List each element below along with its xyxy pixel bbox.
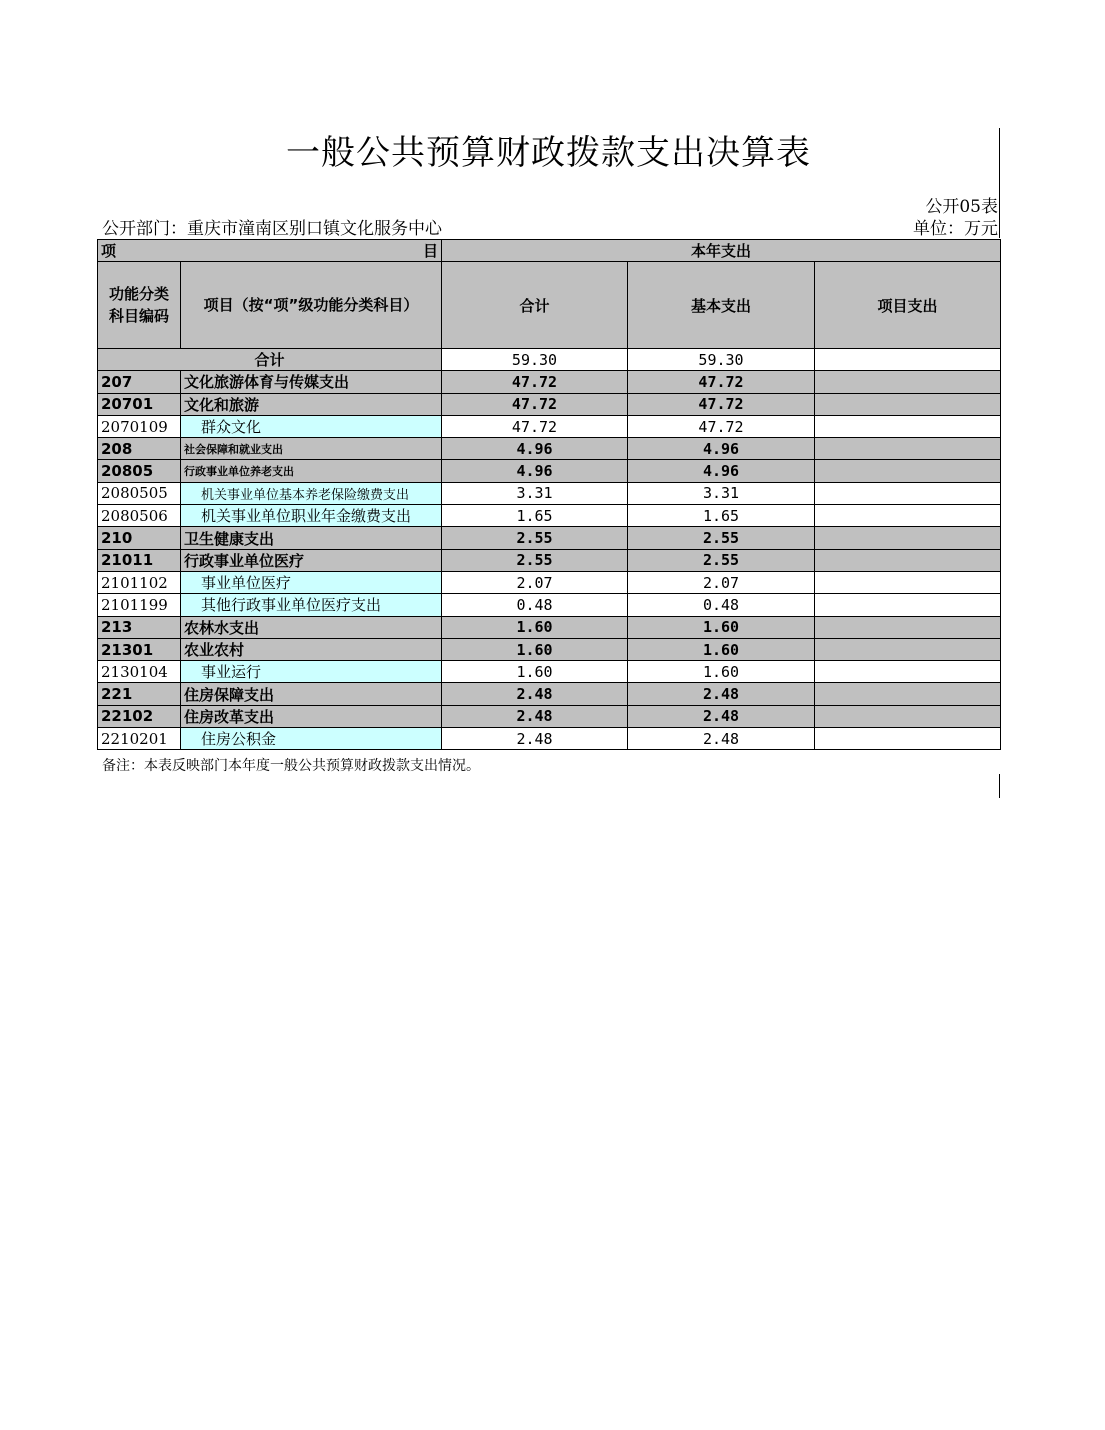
footnote: 备注：本表反映部门本年度一般公共预算财政拨款支出情况。 <box>102 758 480 774</box>
row-total: 47.72 <box>442 415 628 437</box>
row-name: 文化和旅游 <box>181 393 442 415</box>
table-row <box>98 482 1001 504</box>
row-basic: 1.60 <box>628 616 815 638</box>
row-name: 社会保障和就业支出 <box>181 438 442 460</box>
row-code: 213 <box>98 616 181 638</box>
row-name: 机关事业单位职业年金缴费支出 <box>181 505 442 527</box>
total-row <box>98 349 1001 371</box>
row-basic: 47.72 <box>628 371 815 393</box>
row-code: 2080506 <box>98 505 181 527</box>
table-row <box>98 371 1001 393</box>
row-total: 2.55 <box>442 527 628 549</box>
row-basic: 47.72 <box>628 393 815 415</box>
table-row <box>98 505 1001 527</box>
row-project <box>815 482 1001 504</box>
row-total: 2.07 <box>442 571 628 593</box>
row-name: 住房改革支出 <box>181 705 442 727</box>
table-row <box>98 616 1001 638</box>
row-name: 事业运行 <box>181 661 442 683</box>
row-code: 22102 <box>98 705 181 727</box>
row-name: 住房公积金 <box>181 728 442 750</box>
row-name: 文化旅游体育与传媒支出 <box>181 371 442 393</box>
row-project <box>815 393 1001 415</box>
row-total: 2.48 <box>442 683 628 705</box>
row-project <box>815 616 1001 638</box>
header-xiang: 项 <box>101 242 117 260</box>
row-project <box>815 683 1001 705</box>
row-basic: 2.55 <box>628 527 815 549</box>
row-total: 2.48 <box>442 705 628 727</box>
table-row <box>98 683 1001 705</box>
header-row-1 <box>98 240 1001 262</box>
total-label: 合计 <box>98 349 442 371</box>
row-basic: 2.48 <box>628 705 815 727</box>
row-code: 221 <box>98 683 181 705</box>
table-row <box>98 571 1001 593</box>
row-name: 其他行政事业单位医疗支出 <box>181 594 442 616</box>
row-basic: 1.65 <box>628 505 815 527</box>
row-total: 1.65 <box>442 505 628 527</box>
row-total: 3.31 <box>442 482 628 504</box>
header-row-2 <box>98 262 1001 349</box>
row-project <box>815 571 1001 593</box>
header-basic: 基本支出 <box>628 262 815 349</box>
row-basic: 2.48 <box>628 683 815 705</box>
form-number: 公开05表 <box>925 197 998 217</box>
row-code: 2210201 <box>98 728 181 750</box>
row-project <box>815 527 1001 549</box>
row-project <box>815 728 1001 750</box>
row-total: 1.60 <box>442 616 628 638</box>
total-project <box>815 349 1001 371</box>
table-row <box>98 438 1001 460</box>
row-name: 机关事业单位基本养老保险缴费支出 <box>181 482 442 504</box>
row-name: 卫生健康支出 <box>181 527 442 549</box>
row-project <box>815 549 1001 571</box>
row-basic: 1.60 <box>628 638 815 660</box>
table-row <box>98 527 1001 549</box>
table-row <box>98 594 1001 616</box>
row-basic: 1.60 <box>628 661 815 683</box>
row-name: 农业农村 <box>181 638 442 660</box>
header-name: 项目（按“项”级功能分类科目） <box>181 262 442 349</box>
row-code: 2130104 <box>98 661 181 683</box>
row-project <box>815 371 1001 393</box>
header-code: 功能分类科目编码 <box>98 262 181 349</box>
total-basic: 59.30 <box>628 349 815 371</box>
page-edge-line <box>999 128 1000 238</box>
row-name: 农林水支出 <box>181 616 442 638</box>
table-row <box>98 549 1001 571</box>
row-code: 2101102 <box>98 571 181 593</box>
table-row <box>98 460 1001 482</box>
row-code: 2080505 <box>98 482 181 504</box>
row-basic: 47.72 <box>628 415 815 437</box>
row-name: 行政事业单位医疗 <box>181 549 442 571</box>
row-code: 2070109 <box>98 415 181 437</box>
row-project <box>815 505 1001 527</box>
row-code: 210 <box>98 527 181 549</box>
row-project <box>815 638 1001 660</box>
total-amount: 59.30 <box>442 349 628 371</box>
row-total: 4.96 <box>442 460 628 482</box>
row-basic: 2.07 <box>628 571 815 593</box>
row-basic: 2.48 <box>628 728 815 750</box>
unit-label: 单位：万元 <box>913 219 998 239</box>
table-row <box>98 728 1001 750</box>
table-row <box>98 415 1001 437</box>
row-name: 事业单位医疗 <box>181 571 442 593</box>
row-project <box>815 438 1001 460</box>
header-mu: 目 <box>422 242 438 260</box>
row-name: 行政事业单位养老支出 <box>181 460 442 482</box>
row-total: 0.48 <box>442 594 628 616</box>
row-code: 20805 <box>98 460 181 482</box>
row-code: 207 <box>98 371 181 393</box>
table-row <box>98 661 1001 683</box>
row-code: 20701 <box>98 393 181 415</box>
row-basic: 4.96 <box>628 460 815 482</box>
row-total: 1.60 <box>442 638 628 660</box>
table-row <box>98 705 1001 727</box>
row-total: 2.48 <box>442 728 628 750</box>
row-project <box>815 460 1001 482</box>
table-row <box>98 638 1001 660</box>
row-code: 21011 <box>98 549 181 571</box>
row-code: 2101199 <box>98 594 181 616</box>
row-basic: 4.96 <box>628 438 815 460</box>
row-total: 47.72 <box>442 393 628 415</box>
row-basic: 2.55 <box>628 549 815 571</box>
row-basic: 3.31 <box>628 482 815 504</box>
expenditure-table <box>97 239 1001 750</box>
department-label: 公开部门：重庆市潼南区别口镇文化服务中心 <box>102 219 442 239</box>
row-total: 47.72 <box>442 371 628 393</box>
page-title: 一般公共预算财政拨款支出决算表 <box>286 133 811 173</box>
row-project <box>815 594 1001 616</box>
row-total: 1.60 <box>442 661 628 683</box>
header-project: 项目支出 <box>815 262 1001 349</box>
row-name: 住房保障支出 <box>181 683 442 705</box>
header-current-year: 本年支出 <box>442 240 1001 262</box>
table-row <box>98 393 1001 415</box>
row-total: 2.55 <box>442 549 628 571</box>
row-name: 群众文化 <box>181 415 442 437</box>
header-item-cell <box>98 240 442 262</box>
header-total: 合计 <box>442 262 628 349</box>
page-edge-line <box>999 774 1000 798</box>
row-code: 21301 <box>98 638 181 660</box>
row-project <box>815 661 1001 683</box>
row-total: 4.96 <box>442 438 628 460</box>
row-project <box>815 415 1001 437</box>
row-basic: 0.48 <box>628 594 815 616</box>
row-project <box>815 705 1001 727</box>
row-code: 208 <box>98 438 181 460</box>
